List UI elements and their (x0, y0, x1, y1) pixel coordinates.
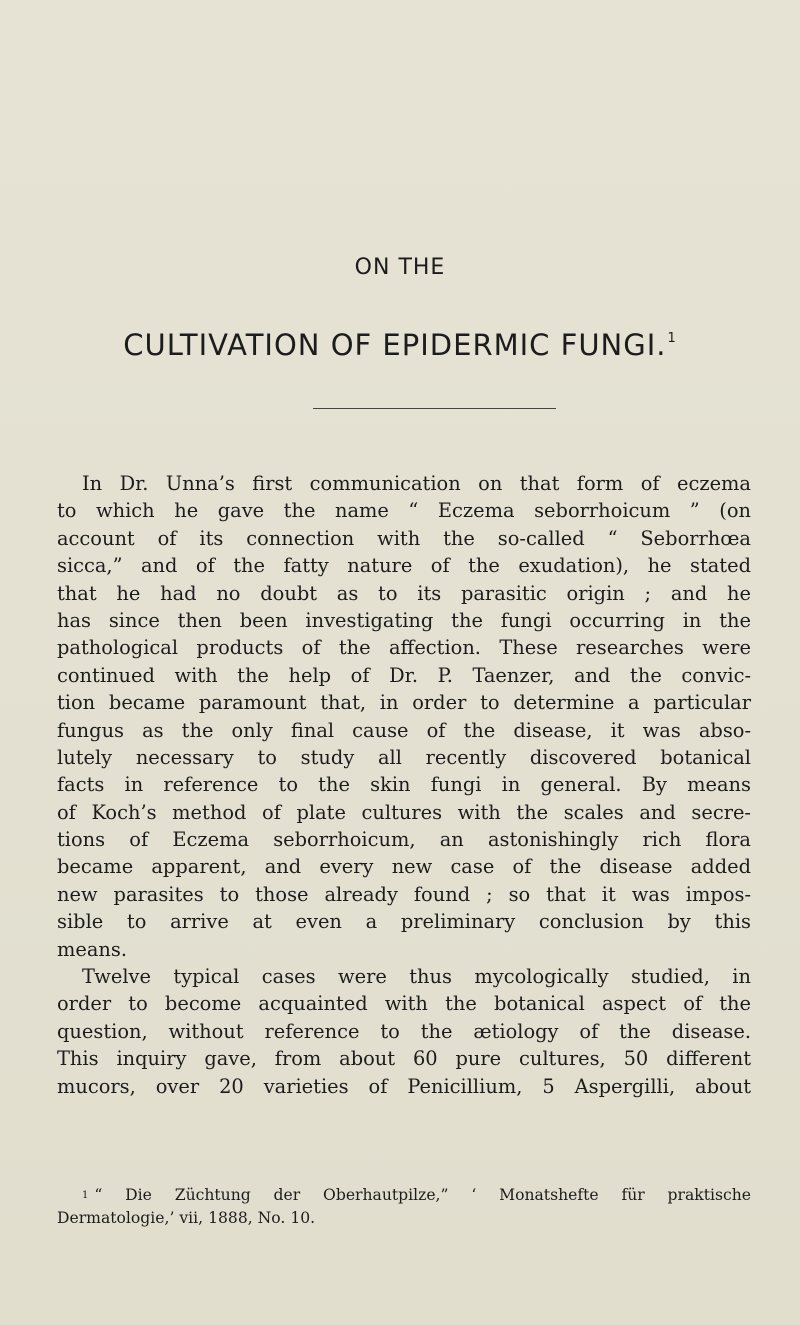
body-line: has since then been investigating the fungi occurring in the (57, 608, 751, 632)
body-line: means. (57, 937, 128, 961)
body-line: mucors, over 20 varieties of Penicillium, 5 Aspergilli, about (57, 1074, 751, 1098)
body-line: continued with the help of Dr. P. Taenzer, and the convic- (57, 663, 751, 687)
footnote-mark: 1 (82, 1190, 89, 1201)
body-line: tions of Eczema seborrhoicum, an astonishingly rich flora (57, 828, 751, 852)
body-line: sible to arrive at even a preliminary conclusion by this (57, 910, 751, 934)
body-line: sicca,” and of the fatty nature of the exudation), he stated (57, 554, 751, 578)
body-line: order to become acquainted with the botanical aspect of the (57, 992, 751, 1016)
body-line: of Koch’s method of plate cultures with the scales and secre- (57, 800, 751, 824)
body-line: Twelve typical cases were thus mycologically studied, in (82, 965, 751, 989)
body-line: pathological products of the affection. These researches were (57, 636, 751, 660)
body-line: lutely necessary to study all recently discovered botanical (57, 745, 751, 769)
title-divider (313, 408, 556, 409)
body-line: that he had no doubt as to its parasitic origin ; and he (57, 581, 751, 605)
footnote-text: “ Die Züchtung der Oberhautpilze,” ‘ Monatshefte für praktische (94, 1186, 751, 1204)
body-line: account of its connection with the so-called “ Seborrhœa (57, 526, 751, 550)
body-line: This inquiry gave, from about 60 pure cultures, 50 different (57, 1047, 751, 1071)
body-line: tion became paramount that, in order to determine a particular (57, 691, 751, 715)
body-line: new parasites to those already found ; so that it was impos- (57, 882, 751, 906)
body-text (57, 470, 751, 1100)
footnote-line (57, 1184, 751, 1207)
footnote (57, 1184, 751, 1230)
footnote-line: Dermatologie,’ vii, 1888, No. 10. (57, 1209, 316, 1227)
article-title-text: CULTIVATION OF EPIDERMIC FUNGI. (123, 328, 667, 362)
title-footnote-ref: 1 (667, 331, 677, 346)
body-line: question, without reference to the ætiology of the disease. (57, 1019, 751, 1043)
body-line: fungus as the only final cause of the disease, it was abso- (57, 718, 751, 742)
body-line: to which he gave the name “ Eczema seborrhoicum ” (on (57, 499, 751, 523)
body-line: In Dr. Unna’s first communication on that form of eczema (82, 472, 751, 495)
body-line: facts in reference to the skin fungi in general. By means (57, 773, 751, 797)
body-line: became apparent, and every new case of the disease added (57, 855, 751, 879)
article-title (0, 328, 800, 362)
pre-title: ON THE (354, 255, 446, 280)
